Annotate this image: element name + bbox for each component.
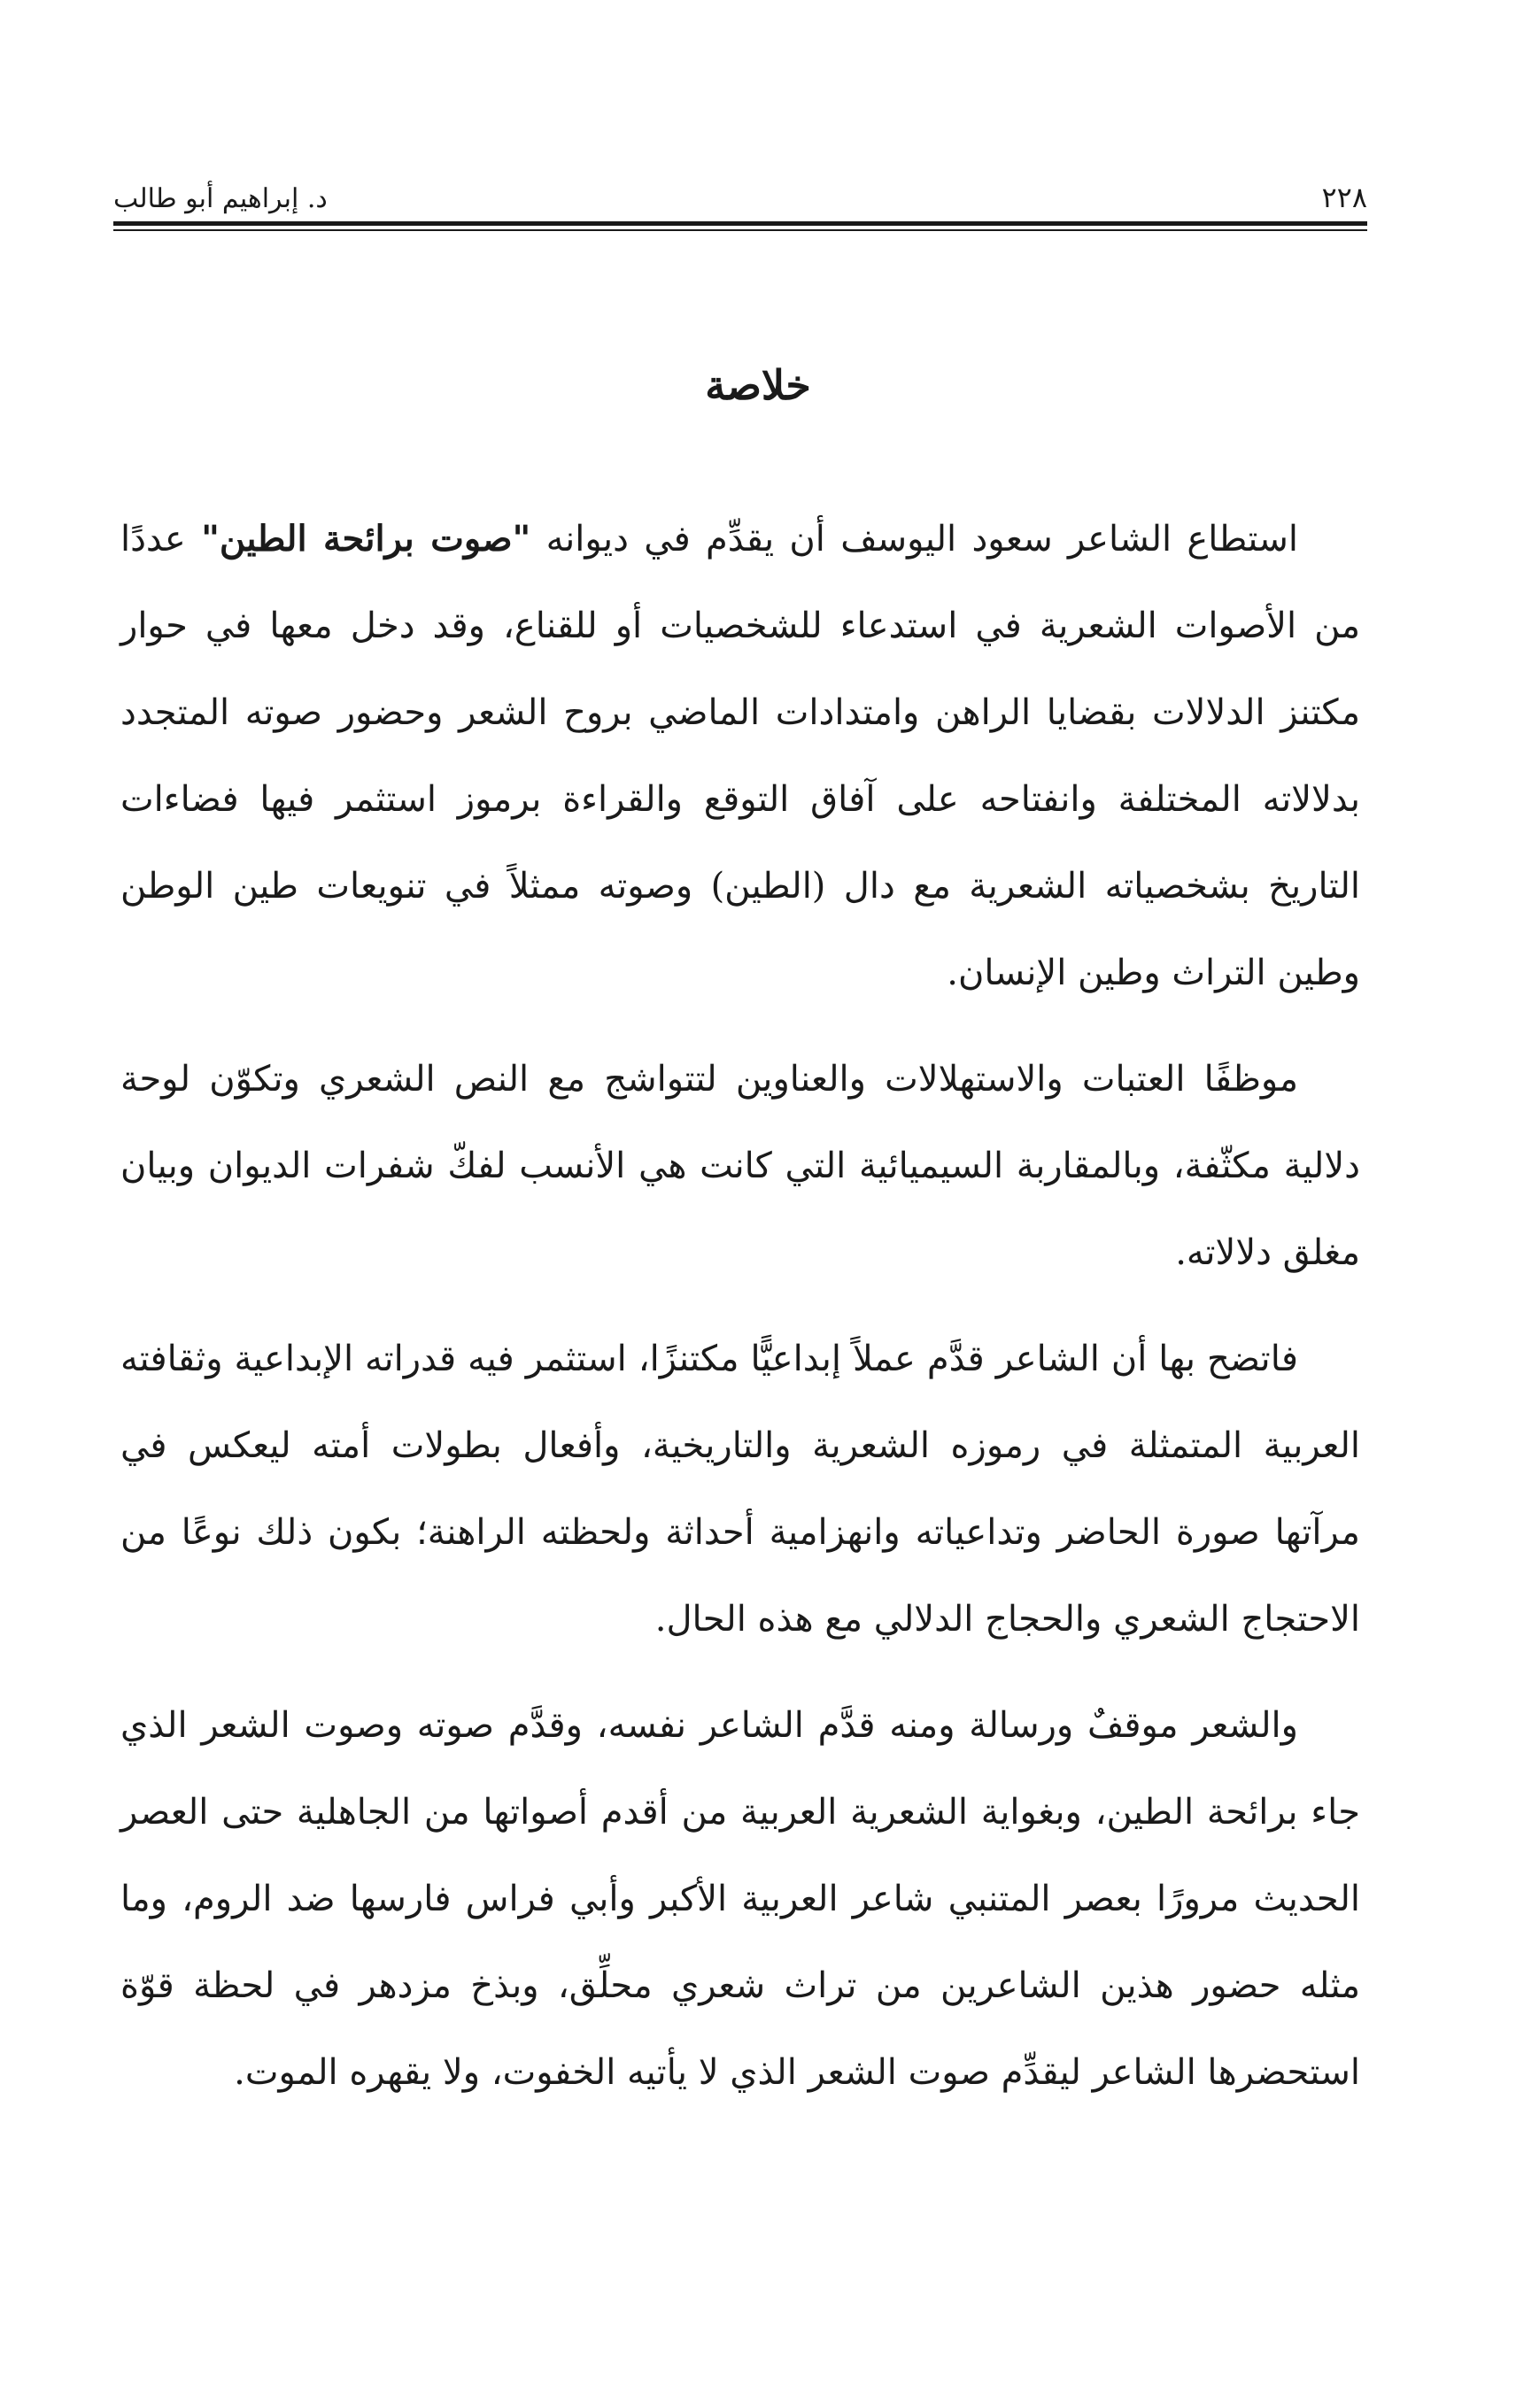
paragraph-3: فاتضح بها أن الشاعر قدَّم عملاً إبداعيًّا مكتنزًا، استثمر فيه قدراته الإبداعية وثقافته العربية المتمثلة في رموزه الشعرية والتاريخية، وأفعال بطولات أمته ليعكس في مرآتها صورة الحاضر وتداعياته وانهزامية أحداثة ولحظته الراهنة؛ بكون ذلك نوعًا من الاحتجاج الشعري والحجاج الدلالي مع هذه الحال. (120, 1339, 1360, 1640)
header-rule-thin (113, 229, 1367, 231)
paragraph-1 (120, 496, 1360, 1016)
header-author: د. إبراهيم أبو طالب (113, 183, 328, 214)
running-header (113, 166, 1367, 220)
page-number: ٢٢٨ (1321, 181, 1367, 214)
paragraph-4: والشعر موقفٌ ورسالة ومنه قدَّم الشاعر نفسه، وقدَّم صوته وصوت الشعر الذي جاء برائحة الطين، وبغواية الشعرية العربية من أقدم أصواتها من الجاهلية حتى العصر الحديث مرورًا بعصر المتنبي شاعر العربية الأكبر وأبي فراس فارسها ضد الروم، وما مثله حضور هذين الشاعرين من تراث شعري محلِّق، وبذخ مزدهر في لحظة قوّة استحضرها الشاعر ليقدِّم صوت الشعر الذي لا يأتيه الخفوت، ولا يقهره الموت. (120, 1705, 1360, 2093)
body-text (120, 496, 1360, 2135)
header-rule-thick (113, 221, 1367, 226)
paragraph-1-intro: استطاع الشاعر سعود اليوسف أن يقدِّم في ديوانه (530, 519, 1298, 560)
paragraph-2: موظفًا العتبات والاستهلالات والعناوين لتتواشج مع النص الشعري وتكوّن لوحة دلالية مكثّفة، وبالمقاربة السيميائية التي كانت هي الأنسب لفكّ شفرات الديوان وبيان مغلق دلالاته. (120, 1059, 1360, 1273)
diwan-title: "صوت برائحة الطين" (201, 518, 531, 560)
header-divider (113, 221, 1367, 232)
section-title: خلاصة (705, 361, 811, 409)
paragraph-1-body: عددًا من الأصوات الشعرية في استدعاء للشخصيات أو للقناع، وقد دخل معها في حوار مكتنز الدلالات بقضايا الراهن وامتدادات الماضي بروح الشعر وحضور صوته المتجدد بدلالاته المختلفة وانفتاحه على آفاق التوقع والقراءة برموز استثمر فيها فضاءات التاريخ بشخصياته الشعرية مع دال (الطين) وصوته ممثلاً في تنويعات طين الوطن وطين التراث وطين الإنسان. (120, 519, 1360, 993)
